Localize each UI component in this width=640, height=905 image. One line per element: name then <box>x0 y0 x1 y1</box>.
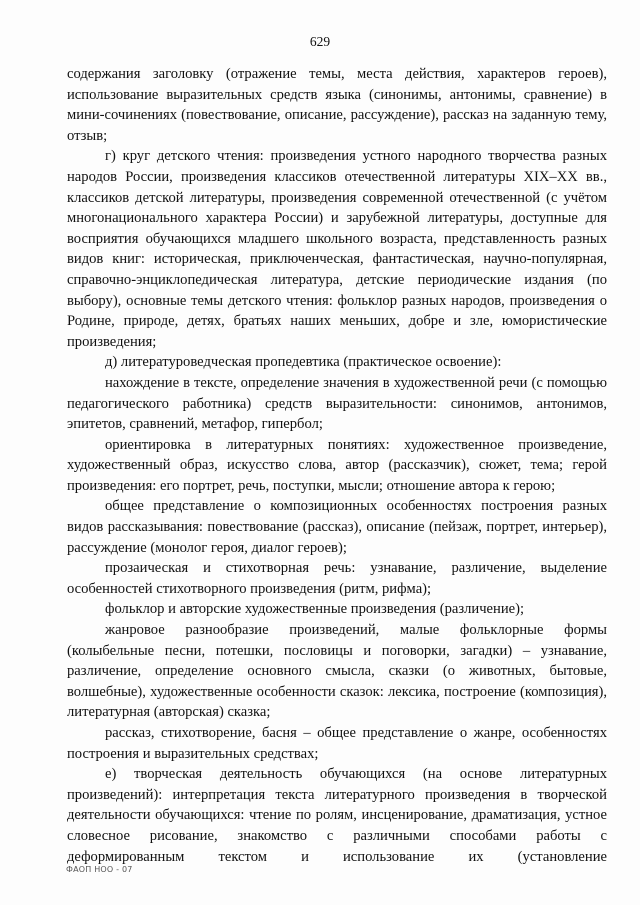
paragraph-composition: общее представление о композиционных особенностях построения разных видов рассказывания: повествование (рассказ), описание (пейзаж, портрет, интерьер), рассуждение (монолог героя, диалог героев); <box>67 498 607 556</box>
paragraph-continuation: содержания заголовку (отражение темы, места действия, характеров героев), использование выразительных средств языка (синонимы, антонимы, сравнение) в мини-сочинениях (повествование, описание, рассуждение), рассказ на заданную тему, отзыв; <box>67 66 607 144</box>
paragraph-story-poem-fable: рассказ, стихотворение, басня – общее представление о жанре, особенностях построения и выразительных средствах; <box>67 725 607 762</box>
paragraph-prose-and-verse: прозаическая и стихотворная речь: узнавание, различение, выделение особенностей стихотворного произведения (ритм, рифма); <box>67 560 607 597</box>
page-number: 629 <box>309 34 331 49</box>
paragraph-folklore: фольклор и авторские художественные произведения (различение); <box>105 601 525 618</box>
body-text <box>67 64 607 867</box>
paragraph-creative-activity: е) творческая деятельность обучающихся (на основе литературных произведений): интерпретация текста литературного произведения в творческой деятельности обучающихся: чтение по ролям, инсценирование, драматизация, устное словесное рисование, знакомство с различными способами работы с деформированным текстом и использование их (установление <box>67 766 607 865</box>
paragraph-genres: жанровое разнообразие произведений, малые фольклорные формы (колыбельные песни, потешки, пословицы и поговорки, загадки) – узнавание, различение, определение основного смысла, сказки (о животных, бытовые, волшебные), художественные особенности сказок: лексика, построение (композиция), литературная (авторская) сказка; <box>67 622 607 721</box>
paragraph-literary-propaedeutics: д) литературоведческая пропедевтика (практическое освоение): <box>105 354 502 371</box>
paragraph-literary-concepts: ориентировка в литературных понятиях: художественное произведение, художественный образ, искусство слова, автор (рассказчик), сюжет, тема; герой произведения: его портрет, речь, поступки, мысли; отношение автора к герою; <box>67 436 607 494</box>
paragraph-reading-circle: г) круг детского чтения: произведения устного народного творчества разных народов России, произведения классиков отечественной литературы XIX–XX вв., классиков детской литературы, произведения современной отечественной (с учётом многонационального характера России) и зарубежной литературы, доступные для восприятия обучающихся младшего школьного возраста, представленность разных видов книг: историческая, приключенческая, фантастическая, научно-популярная, справочно-энциклопедическая литература, детские периодические издания (по выбору), основные темы детского чтения: фольклор разных народов, произведения о Родине, природе, детях, братьях наших меньших, добре и зле, юмористические произведения; <box>67 148 607 350</box>
footer-mark: ФАОП НОО - 07 <box>66 865 133 874</box>
paragraph-expressive-means: нахождение в тексте, определение значения в художественной речи (с помощью педагогического работника) средств выразительности: синонимов, антонимов, эпитетов, сравнений, метафор, гипербол; <box>67 374 607 433</box>
